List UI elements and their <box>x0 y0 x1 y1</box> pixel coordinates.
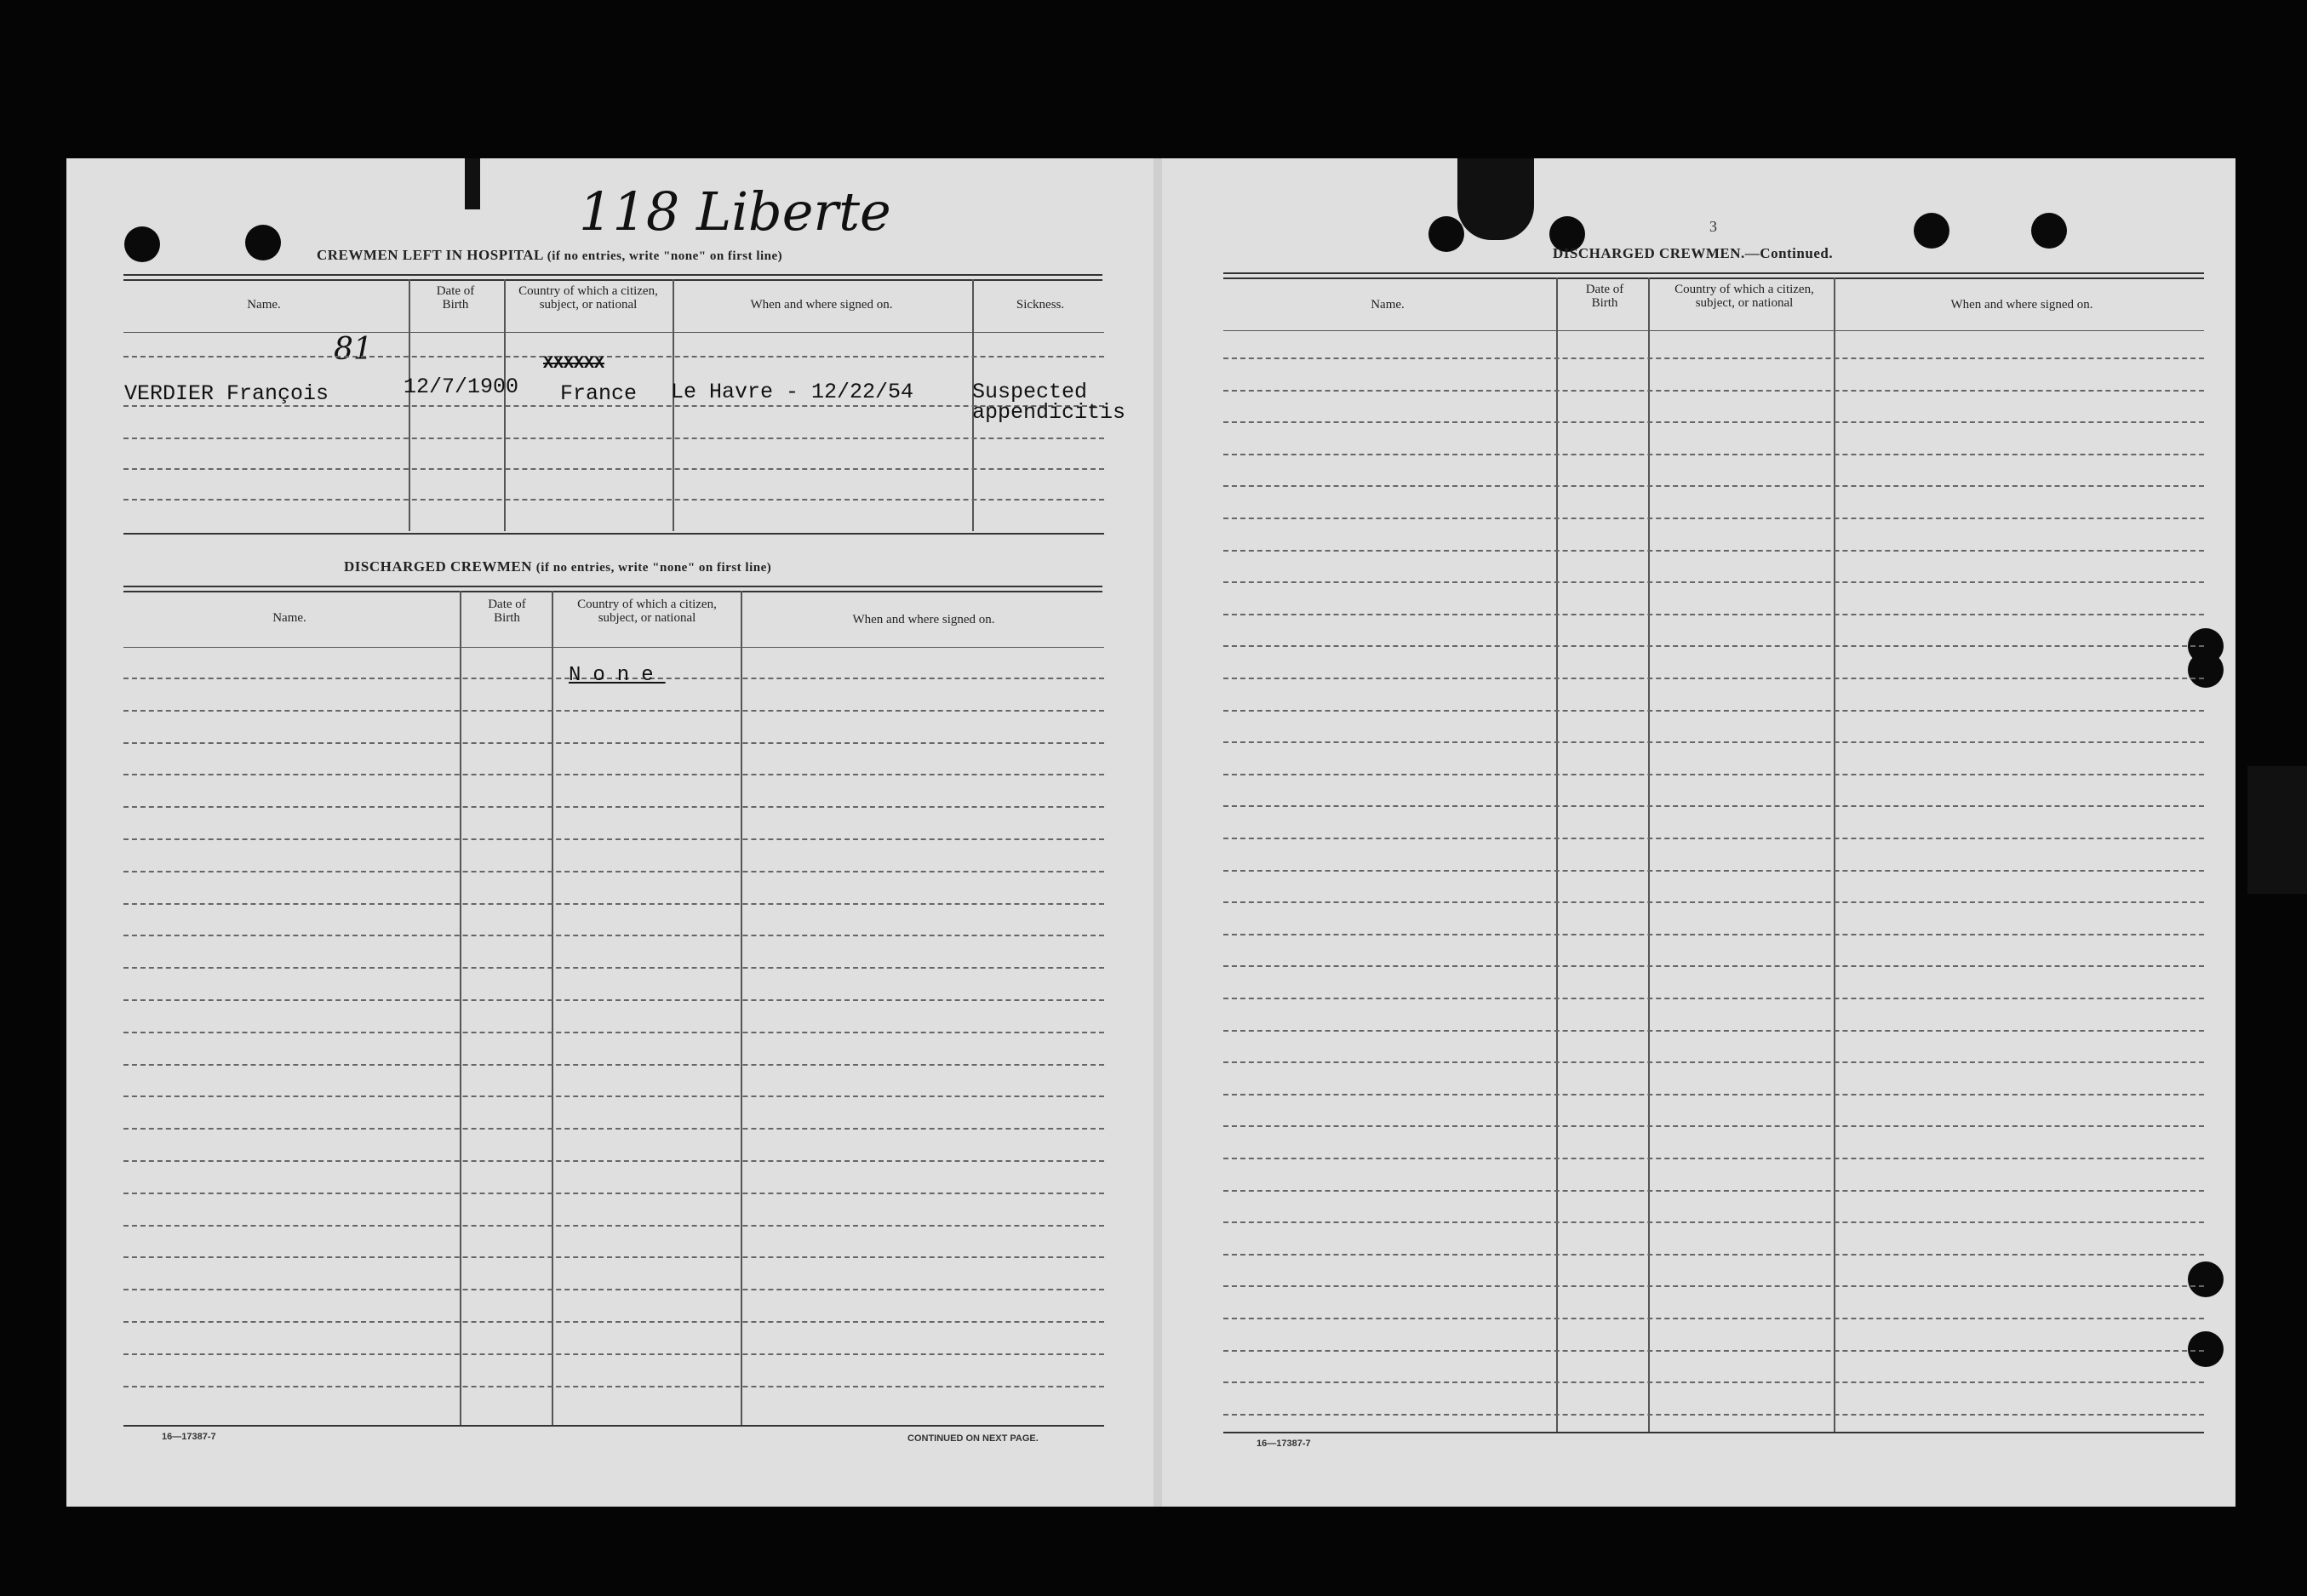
col-header-country: Country of which a citizen, subject, or national <box>1674 283 1814 310</box>
entry-line <box>1223 1125 2204 1127</box>
punch-hole <box>124 226 160 262</box>
edge-notch <box>2247 766 2307 894</box>
punch-hole <box>2031 213 2067 249</box>
right-form-page <box>1159 158 2235 1507</box>
entry-dob: 12/7/1900 <box>404 375 519 399</box>
col-header-country: Country of which a citizen, subject, or national <box>518 284 658 312</box>
hospital-title-text: CREWMEN LEFT IN HOSPITAL <box>317 247 543 263</box>
col-header-signed: When and where signed on. <box>750 298 893 312</box>
ink-smudge <box>1457 158 1534 240</box>
header-rule <box>123 647 1104 648</box>
entry-line <box>1223 1414 2204 1416</box>
col-header-country: Country of which a citizen, subject, or national <box>577 598 717 625</box>
entry-line <box>1223 1158 2204 1159</box>
entry-line <box>123 1289 1104 1290</box>
entry-line <box>123 1193 1104 1194</box>
column-divider <box>741 591 742 1425</box>
entry-line <box>123 710 1104 712</box>
entry-line <box>1223 870 2204 872</box>
entry-line <box>123 356 1104 358</box>
header-rule <box>1223 330 2204 331</box>
hospital-bottom-rule <box>123 533 1104 535</box>
entry-line <box>1223 1318 2204 1319</box>
entry-line <box>1223 805 2204 807</box>
discharged-top-rule <box>123 586 1102 592</box>
punch-hole <box>2188 652 2224 688</box>
entry-line <box>1223 1061 2204 1063</box>
entry-line <box>123 438 1104 439</box>
col-header-name: Name. <box>272 611 306 625</box>
entry-line <box>1223 581 2204 583</box>
entry-line <box>123 838 1104 840</box>
column-divider <box>1648 277 1650 1432</box>
col-header-signed: When and where signed on. <box>1950 298 2093 312</box>
entry-line <box>123 967 1104 969</box>
col-header-dob: Date of Birth <box>488 598 526 625</box>
entry-line <box>123 1353 1104 1355</box>
entry-line <box>123 742 1104 744</box>
discharged-title-note: (if no entries, write "none" on first line) <box>535 561 772 575</box>
column-divider <box>1556 277 1558 1432</box>
entry-line <box>123 903 1104 905</box>
entry-line <box>1223 518 2204 519</box>
punch-hole <box>1428 216 1464 252</box>
entry-none: None <box>569 664 666 687</box>
entry-line <box>1223 1350 2204 1352</box>
entry-line <box>123 1032 1104 1033</box>
entry-line <box>1223 1030 2204 1032</box>
discharged-bottom-rule <box>123 1425 1104 1427</box>
column-divider <box>460 591 461 1425</box>
entry-name: VERDIER François <box>124 381 329 406</box>
punch-hole <box>245 225 281 260</box>
entry-line <box>123 1386 1104 1387</box>
entry-country: France <box>560 381 638 406</box>
page-number: 3 <box>1709 218 1717 235</box>
entry-line <box>1223 998 2204 999</box>
entry-line <box>123 1160 1104 1162</box>
entry-line <box>123 1321 1104 1323</box>
entry-line <box>1223 421 2204 423</box>
entry-line <box>123 1095 1104 1097</box>
entry-line <box>1223 390 2204 392</box>
entry-line <box>1223 550 2204 552</box>
entry-line <box>123 935 1104 936</box>
entry-sickness-line2: appendicitis <box>972 400 1126 425</box>
entry-line <box>1223 1254 2204 1256</box>
discharged-title-text: DISCHARGED CREWMEN <box>344 558 533 575</box>
entry-line <box>123 499 1104 501</box>
entry-line <box>1223 838 2204 839</box>
entry-line <box>1223 678 2204 679</box>
hospital-section-title <box>317 247 782 264</box>
right-top-rule <box>1223 272 2204 279</box>
entry-signed: Le Havre - 12/22/54 <box>671 380 914 404</box>
header-rule <box>123 332 1104 333</box>
entry-line <box>1223 1221 2204 1223</box>
right-bottom-rule <box>1223 1432 2204 1433</box>
col-header-signed: When and where signed on. <box>852 613 995 626</box>
discharged-continued-title: DISCHARGED CREWMEN.—Continued. <box>1553 245 1834 261</box>
col-header-sickness: Sickness. <box>1016 298 1065 312</box>
entry-line <box>123 806 1104 808</box>
entry-line <box>1223 1190 2204 1192</box>
entry-line <box>123 1225 1104 1227</box>
entry-country-struck: XXXXXX <box>543 354 605 374</box>
form-number: 16—17387-7 <box>162 1432 216 1442</box>
entry-line <box>123 1128 1104 1130</box>
ink-smudge <box>465 158 480 209</box>
col-header-dob: Date of Birth <box>1585 283 1624 310</box>
entry-line <box>1223 485 2204 487</box>
entry-line <box>1223 710 2204 712</box>
entry-line <box>123 774 1104 775</box>
entry-line <box>1223 358 2204 359</box>
hospital-top-rule <box>123 274 1102 281</box>
col-header-name: Name. <box>247 298 281 312</box>
handwritten-annotation: 118 Liberte <box>579 180 891 243</box>
col-header-dob: Date of Birth <box>436 284 475 312</box>
entry-line <box>123 1064 1104 1066</box>
entry-line <box>123 999 1104 1001</box>
punch-hole <box>2188 1261 2224 1297</box>
form-number: 16—17387-7 <box>1257 1439 1311 1449</box>
entry-line <box>1223 614 2204 615</box>
entry-line <box>1223 965 2204 967</box>
entry-line <box>1223 934 2204 935</box>
entry-line <box>1223 1381 2204 1383</box>
entry-line <box>1223 901 2204 903</box>
continued-note: CONTINUED ON NEXT PAGE. <box>907 1433 1039 1444</box>
discharged-section-title <box>344 558 771 575</box>
entry-line <box>1223 454 2204 455</box>
column-divider <box>1834 277 1835 1432</box>
entry-sickness-line1: Suspected <box>972 380 1088 404</box>
entry-line <box>1223 1285 2204 1287</box>
handwritten-mark: 81 <box>334 332 373 367</box>
left-form-page <box>66 158 1156 1507</box>
column-divider <box>552 591 553 1425</box>
entry-line <box>123 871 1104 872</box>
col-header-name: Name. <box>1371 298 1405 312</box>
page-fold <box>1154 158 1162 1507</box>
entry-line <box>1223 1094 2204 1095</box>
entry-line <box>123 1256 1104 1258</box>
entry-line <box>1223 774 2204 775</box>
hospital-title-note: (if no entries, write "none" on first line) <box>547 249 783 263</box>
entry-line <box>1223 741 2204 743</box>
entry-line <box>1223 645 2204 647</box>
punch-hole <box>1914 213 1949 249</box>
entry-line <box>123 468 1104 470</box>
